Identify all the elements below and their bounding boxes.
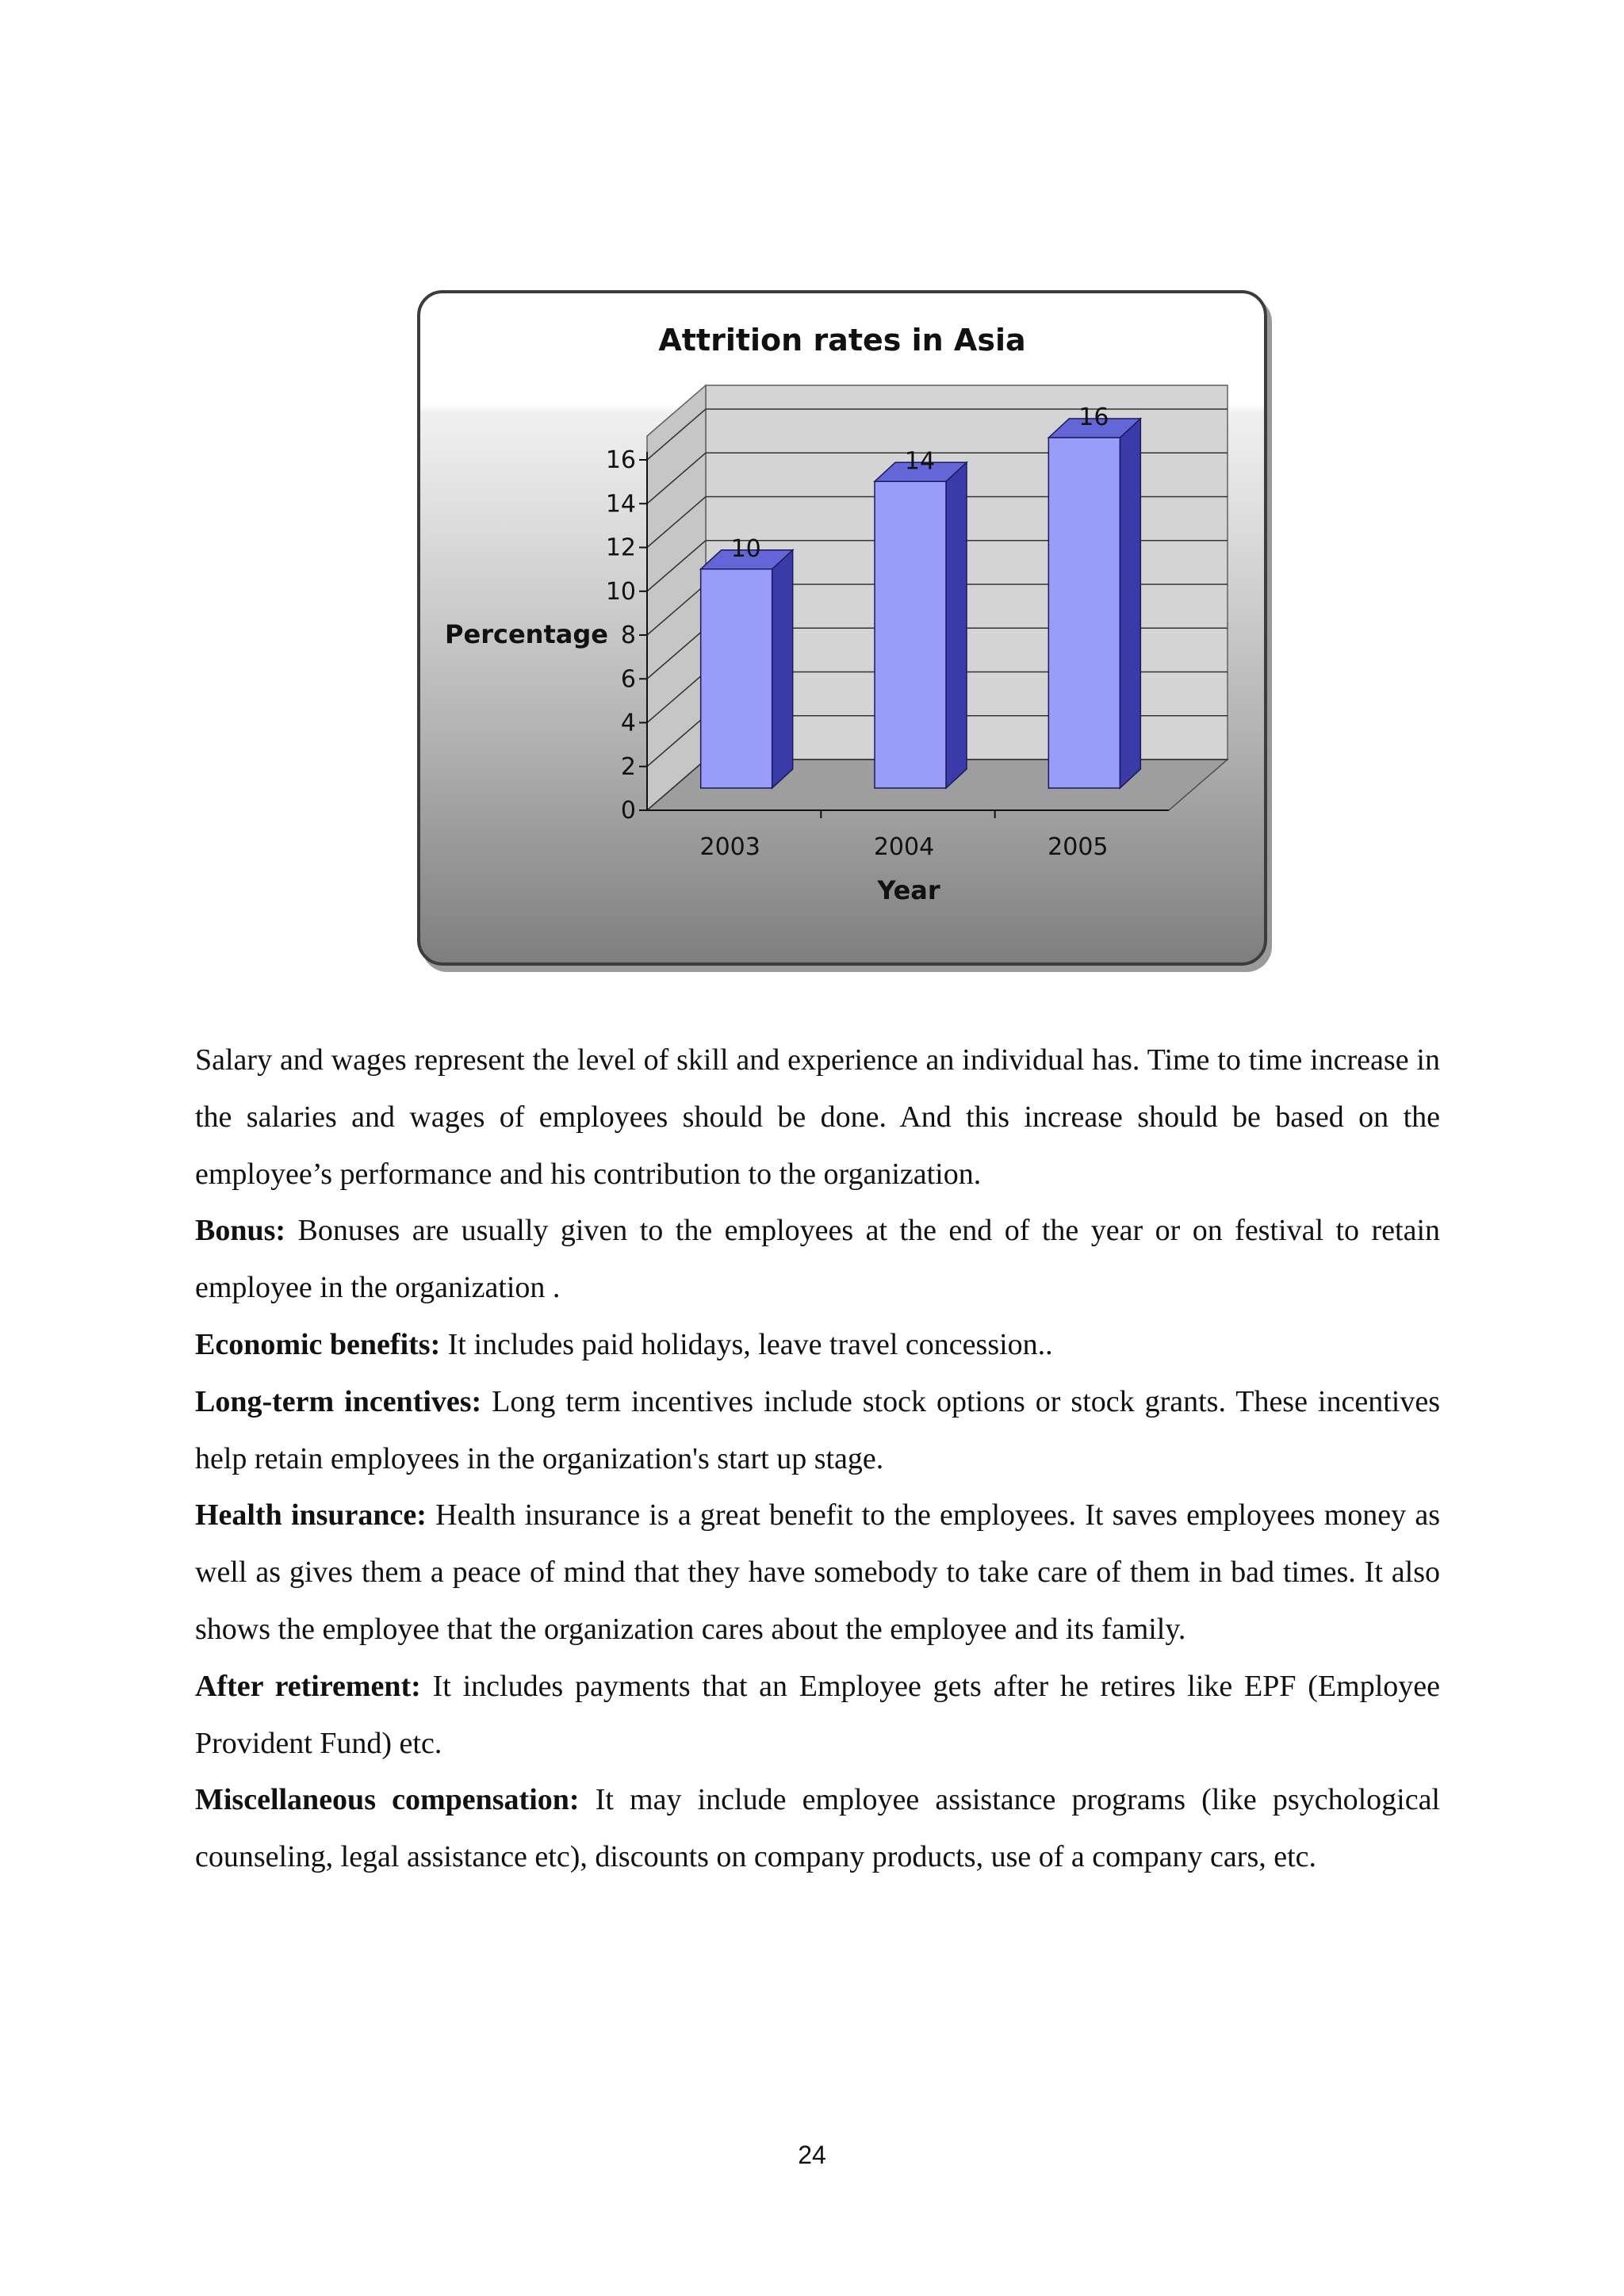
y-tick-label: 6 <box>620 665 636 694</box>
paragraph-term: Long-term incentives: <box>195 1384 482 1418</box>
page-number: 24 <box>798 2141 826 2169</box>
paragraph-term: After retirement: <box>195 1669 421 1703</box>
bar-data-label: 10 <box>730 534 761 563</box>
paragraph-health-insurance <box>195 1487 1440 1658</box>
paragraph-text: It may include employee assistance programs (like psychological counseling, legal assistance etc), discounts on company products, use of a company cars, etc. <box>195 1783 1440 1874</box>
y-tick-label: 2 <box>620 752 636 781</box>
bar-side <box>1120 419 1140 788</box>
body-text <box>195 1032 1440 1886</box>
y-tick-label: 0 <box>620 797 636 825</box>
y-tick-label: 14 <box>605 490 636 519</box>
bar <box>875 481 946 788</box>
attrition-chart-svg <box>420 293 1264 962</box>
bar <box>1048 438 1120 788</box>
paragraph-term: Bonus: <box>195 1214 286 1248</box>
x-tick-label: 2004 <box>873 833 935 861</box>
bar-data-label: 16 <box>1078 404 1109 431</box>
paragraph-text: Salary and wages represent the level of skill and experience an individual has. Time to time increase in the salaries and wages of employees should be done. And this increase should be based on the employee’s performance and his contribution to the organization. <box>195 1043 1440 1191</box>
y-tick-label: 8 <box>620 622 636 649</box>
attrition-chart <box>417 290 1267 966</box>
paragraph-salary <box>195 1032 1440 1203</box>
x-tick-label: 2003 <box>699 833 760 861</box>
y-axis-title: Percentage <box>445 619 608 649</box>
y-tick-label: 16 <box>605 446 636 474</box>
paragraph-after-retirement <box>195 1659 1440 1773</box>
side-wall <box>647 385 706 810</box>
paragraph-long-term-incentives <box>195 1374 1440 1488</box>
x-axis-title: Year <box>877 875 940 905</box>
x-tick-label: 2005 <box>1048 833 1109 861</box>
paragraph-economic-benefits <box>195 1317 1440 1374</box>
paragraph-term: Economic benefits: <box>195 1327 441 1361</box>
bar-side <box>772 550 793 788</box>
paragraph-text: Bonuses are usually given to the employees at the end of the year or on festival to retain employee in the organization . <box>195 1214 1440 1305</box>
paragraph-term: Health insurance: <box>195 1498 427 1533</box>
y-tick-label: 10 <box>605 577 636 606</box>
y-tick-label: 12 <box>605 534 636 562</box>
paragraph-bonus <box>195 1203 1440 1317</box>
paragraph-text: It includes payments that an Employee gets after he retires like EPF (Employee Provident Fund) etc. <box>195 1669 1440 1760</box>
paragraph-term: Miscellaneous compensation: <box>195 1783 580 1817</box>
paragraph-miscellaneous-compensation <box>195 1772 1440 1886</box>
bar-side <box>946 462 967 788</box>
bar-data-label: 14 <box>904 447 936 476</box>
paragraph-text: Health insurance is a great benefit to the employees. It saves employees money as well as gives them a peace of mind that they have somebody to take care of them in bad times. It also shows the employee that the organization cares about the employee and its family. <box>195 1498 1440 1646</box>
paragraph-text: It includes paid holidays, leave travel concession.. <box>440 1327 1053 1361</box>
chart-title: Attrition rates in Asia <box>658 323 1026 358</box>
paragraph-text: Long term incentives include stock options or stock grants. These incentives help retain employees in the organization's start up stage. <box>195 1384 1440 1475</box>
bar <box>701 569 772 788</box>
y-tick-label: 4 <box>620 709 636 737</box>
plot-area <box>606 385 1228 861</box>
